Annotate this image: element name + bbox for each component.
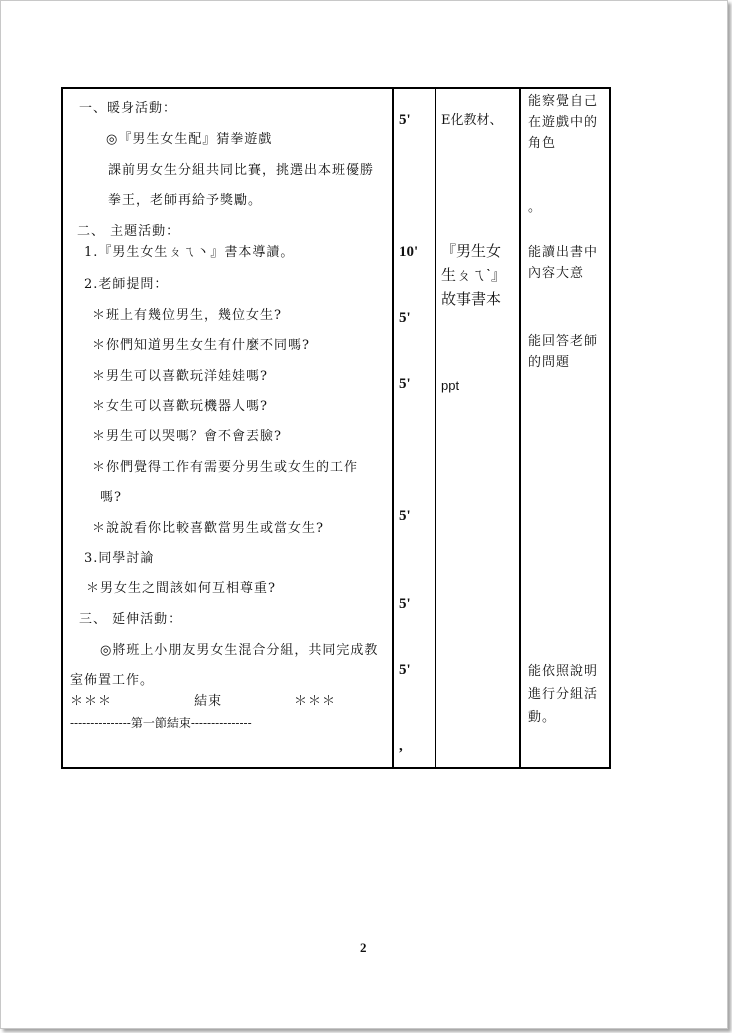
resource-item: 『男生女 xyxy=(441,243,502,260)
activity-line: 2.老師提問： xyxy=(84,277,169,292)
assessment-line: 在遊戲中的 xyxy=(528,115,599,130)
question-item: ＊你們覺得工作有需要分男生或女生的工作 xyxy=(92,460,359,475)
question-item: ＊女生可以喜歡玩機器人嗎? xyxy=(92,399,268,414)
assessment-line: 內容大意 xyxy=(528,266,585,281)
activity-line: 課前男女生分組共同比賽，挑選出本班優勝 xyxy=(108,163,375,178)
column-divider xyxy=(392,87,394,769)
question-item: ＊男生可以哭嗎？會不會丟臉? xyxy=(92,429,282,444)
assessment-line: 的問題 xyxy=(528,355,571,370)
assessment-line: 動。 xyxy=(528,710,557,725)
resource-item: 生ㄆㄟˋ』 xyxy=(441,267,506,284)
resource-item: E化教材、 xyxy=(441,113,503,128)
question-item: ＊你們知道男生女生有什麼不同嗎? xyxy=(92,338,310,353)
question-item: ＊班上有幾位男生，幾位女生? xyxy=(92,308,282,323)
activity-line: 室佈置工作。 xyxy=(70,673,155,688)
section-end-divider: ---------------第一節結束--------------- xyxy=(70,716,252,730)
duration: 5' xyxy=(399,310,411,326)
question-item: ＊說說看你比較喜歡當男生或當女生? xyxy=(92,521,324,536)
end-marker: ＊＊＊ 結束 ＊＊＊ xyxy=(70,694,336,709)
page-number: 2 xyxy=(360,940,367,955)
assessment-line: 能依照說明 xyxy=(528,664,599,679)
section-heading: 二、 主題活動： xyxy=(77,224,181,239)
duration: 5' xyxy=(399,596,411,612)
activity-line: 1.『男生女生ㄆㄟ丶』書本導讀。 xyxy=(84,245,295,260)
stray-mark: , xyxy=(399,738,403,754)
section-heading: 三、 延伸活動： xyxy=(79,612,183,627)
assessment-line: 進行分組活 xyxy=(528,687,599,702)
duration: 5' xyxy=(399,376,411,392)
duration: 5' xyxy=(399,662,411,678)
activity-line: 3.同學討論 xyxy=(84,551,155,566)
duration: 5' xyxy=(399,508,411,524)
column-divider xyxy=(435,87,436,769)
resource-item: ppt xyxy=(441,378,460,393)
question-item: ＊男生可以喜歡玩洋娃娃嗎? xyxy=(92,369,268,384)
assessment-line: 能讀出書中 xyxy=(528,245,599,260)
resource-item: 故事書本 xyxy=(441,291,502,308)
question-item: ＊男女生之間該如何互相尊重? xyxy=(86,581,276,596)
assessment-line: 。 xyxy=(528,200,543,215)
activity-line: ◎將班上小朋友男女生混合分組，共同完成教 xyxy=(100,643,379,658)
assessment-line: 能察覺自己 xyxy=(528,94,599,109)
duration: 10' xyxy=(399,244,419,260)
question-item: 嗎? xyxy=(100,490,122,505)
section-heading: 一、暖身活動： xyxy=(79,101,178,116)
assessment-line: 能回答老師 xyxy=(528,334,599,349)
duration: 5' xyxy=(399,112,411,128)
activity-line: ◎『男生女生配』猜拳遊戲 xyxy=(106,132,273,147)
assessment-line: 角色 xyxy=(528,136,557,151)
activity-line: 拳王，老師再給予獎勵。 xyxy=(108,193,263,208)
column-divider xyxy=(519,87,521,769)
